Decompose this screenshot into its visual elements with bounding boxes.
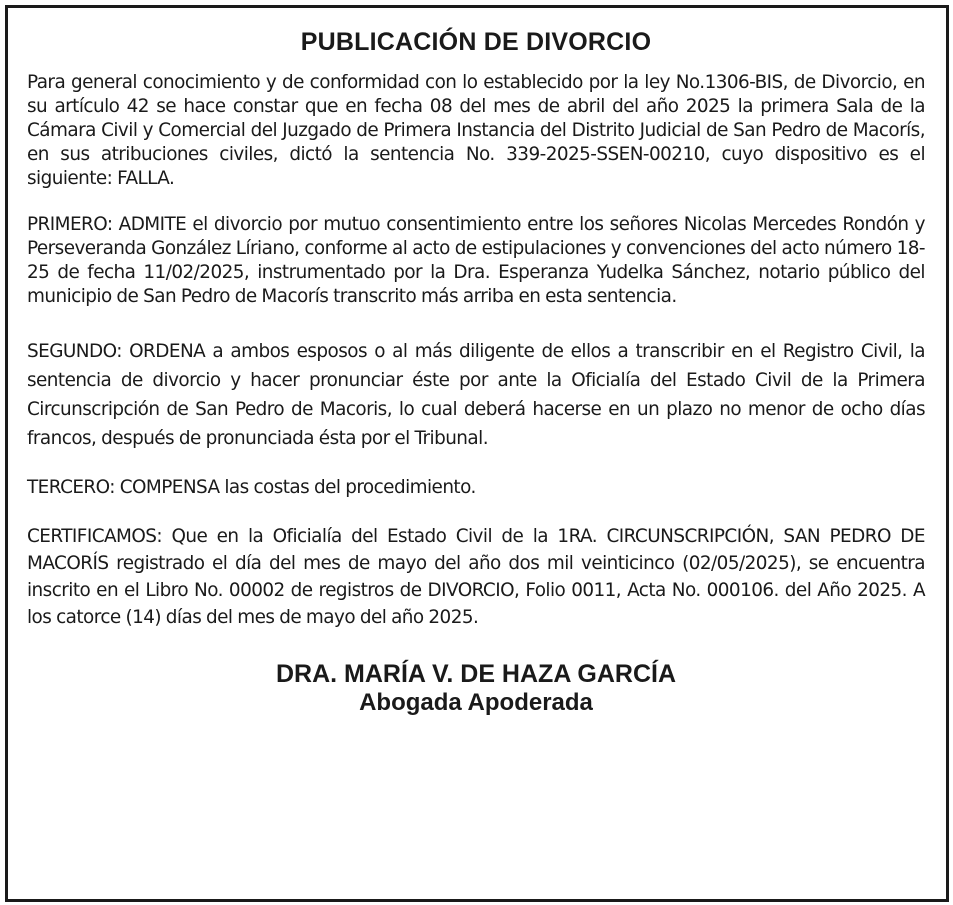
notice-frame [5,5,949,902]
signature-name: DRA. MARÍA V. DE HAZA GARCÍA [275,660,676,688]
signature-role: Abogada Apoderada [359,689,593,716]
paragraph-segundo: SEGUNDO: ORDENA a ambos esposos o al más diligente de ellos a transcribir en el Registro Civil, la sentencia de divorcio y hacer pronunciar éste por ante la Oficialía del Estado Civil de la Primera Circunscripción de San Pedro de Macoris, lo cual deberá hacerse en un plazo no menor de ocho días francos, después de pronunciada ésta por el Tribunal. [27,341,925,449]
paragraph-tercero: TERCERO: COMPENSA las costas del procedimiento. [27,477,476,498]
notice-content [27,28,925,717]
notice-title: PUBLICACIÓN DE DIVORCIO [300,28,652,56]
paragraph-primero: PRIMERO: ADMITE el divorcio por mutuo consentimiento entre los señores Nicolas Mercedes Rondón y Perseveranda González Líriano, conforme al acto de estipulaciones y convenciones del acto número 18-25 de fecha 11/02/2025, instrumentado por la Dra. Esperanza Yudelka Sánchez, notario público del municipio de San Pedro de Macorís transcrito más arriba en esta sentencia. [27,214,925,307]
paragraph-certificamos: CERTIFICAMOS: Que en la Oficialía del Estado Civil de la 1RA. CIRCUNSCRIPCIÓN, SAN PEDRO DE MACORÍS registrado el día del mes de mayo del año dos mil veinticinco (02/05/2025), se encuentra inscrito en el Libro No. 00002 de registros de DIVORCIO, Folio 0011, Acta No. 000106. del Año 2025. A los catorce (14) días del mes de mayo del año 2025. [27,526,925,628]
paragraph-intro: Para general conocimiento y de conformidad con lo establecido por la ley No.1306-BIS, de Divorcio, en su artículo 42 se hace constar que en fecha 08 del mes de abril del año 2025 la primera Sala de la Cámara Civil y Comercial del Juzgado de Primera Instancia del Distrito Judicial de San Pedro de Macorís, en sus atribuciones civiles, dictó la sentencia No. 339-2025-SSEN-00210, cuyo dispositivo es el siguiente: FALLA. [27,72,925,189]
